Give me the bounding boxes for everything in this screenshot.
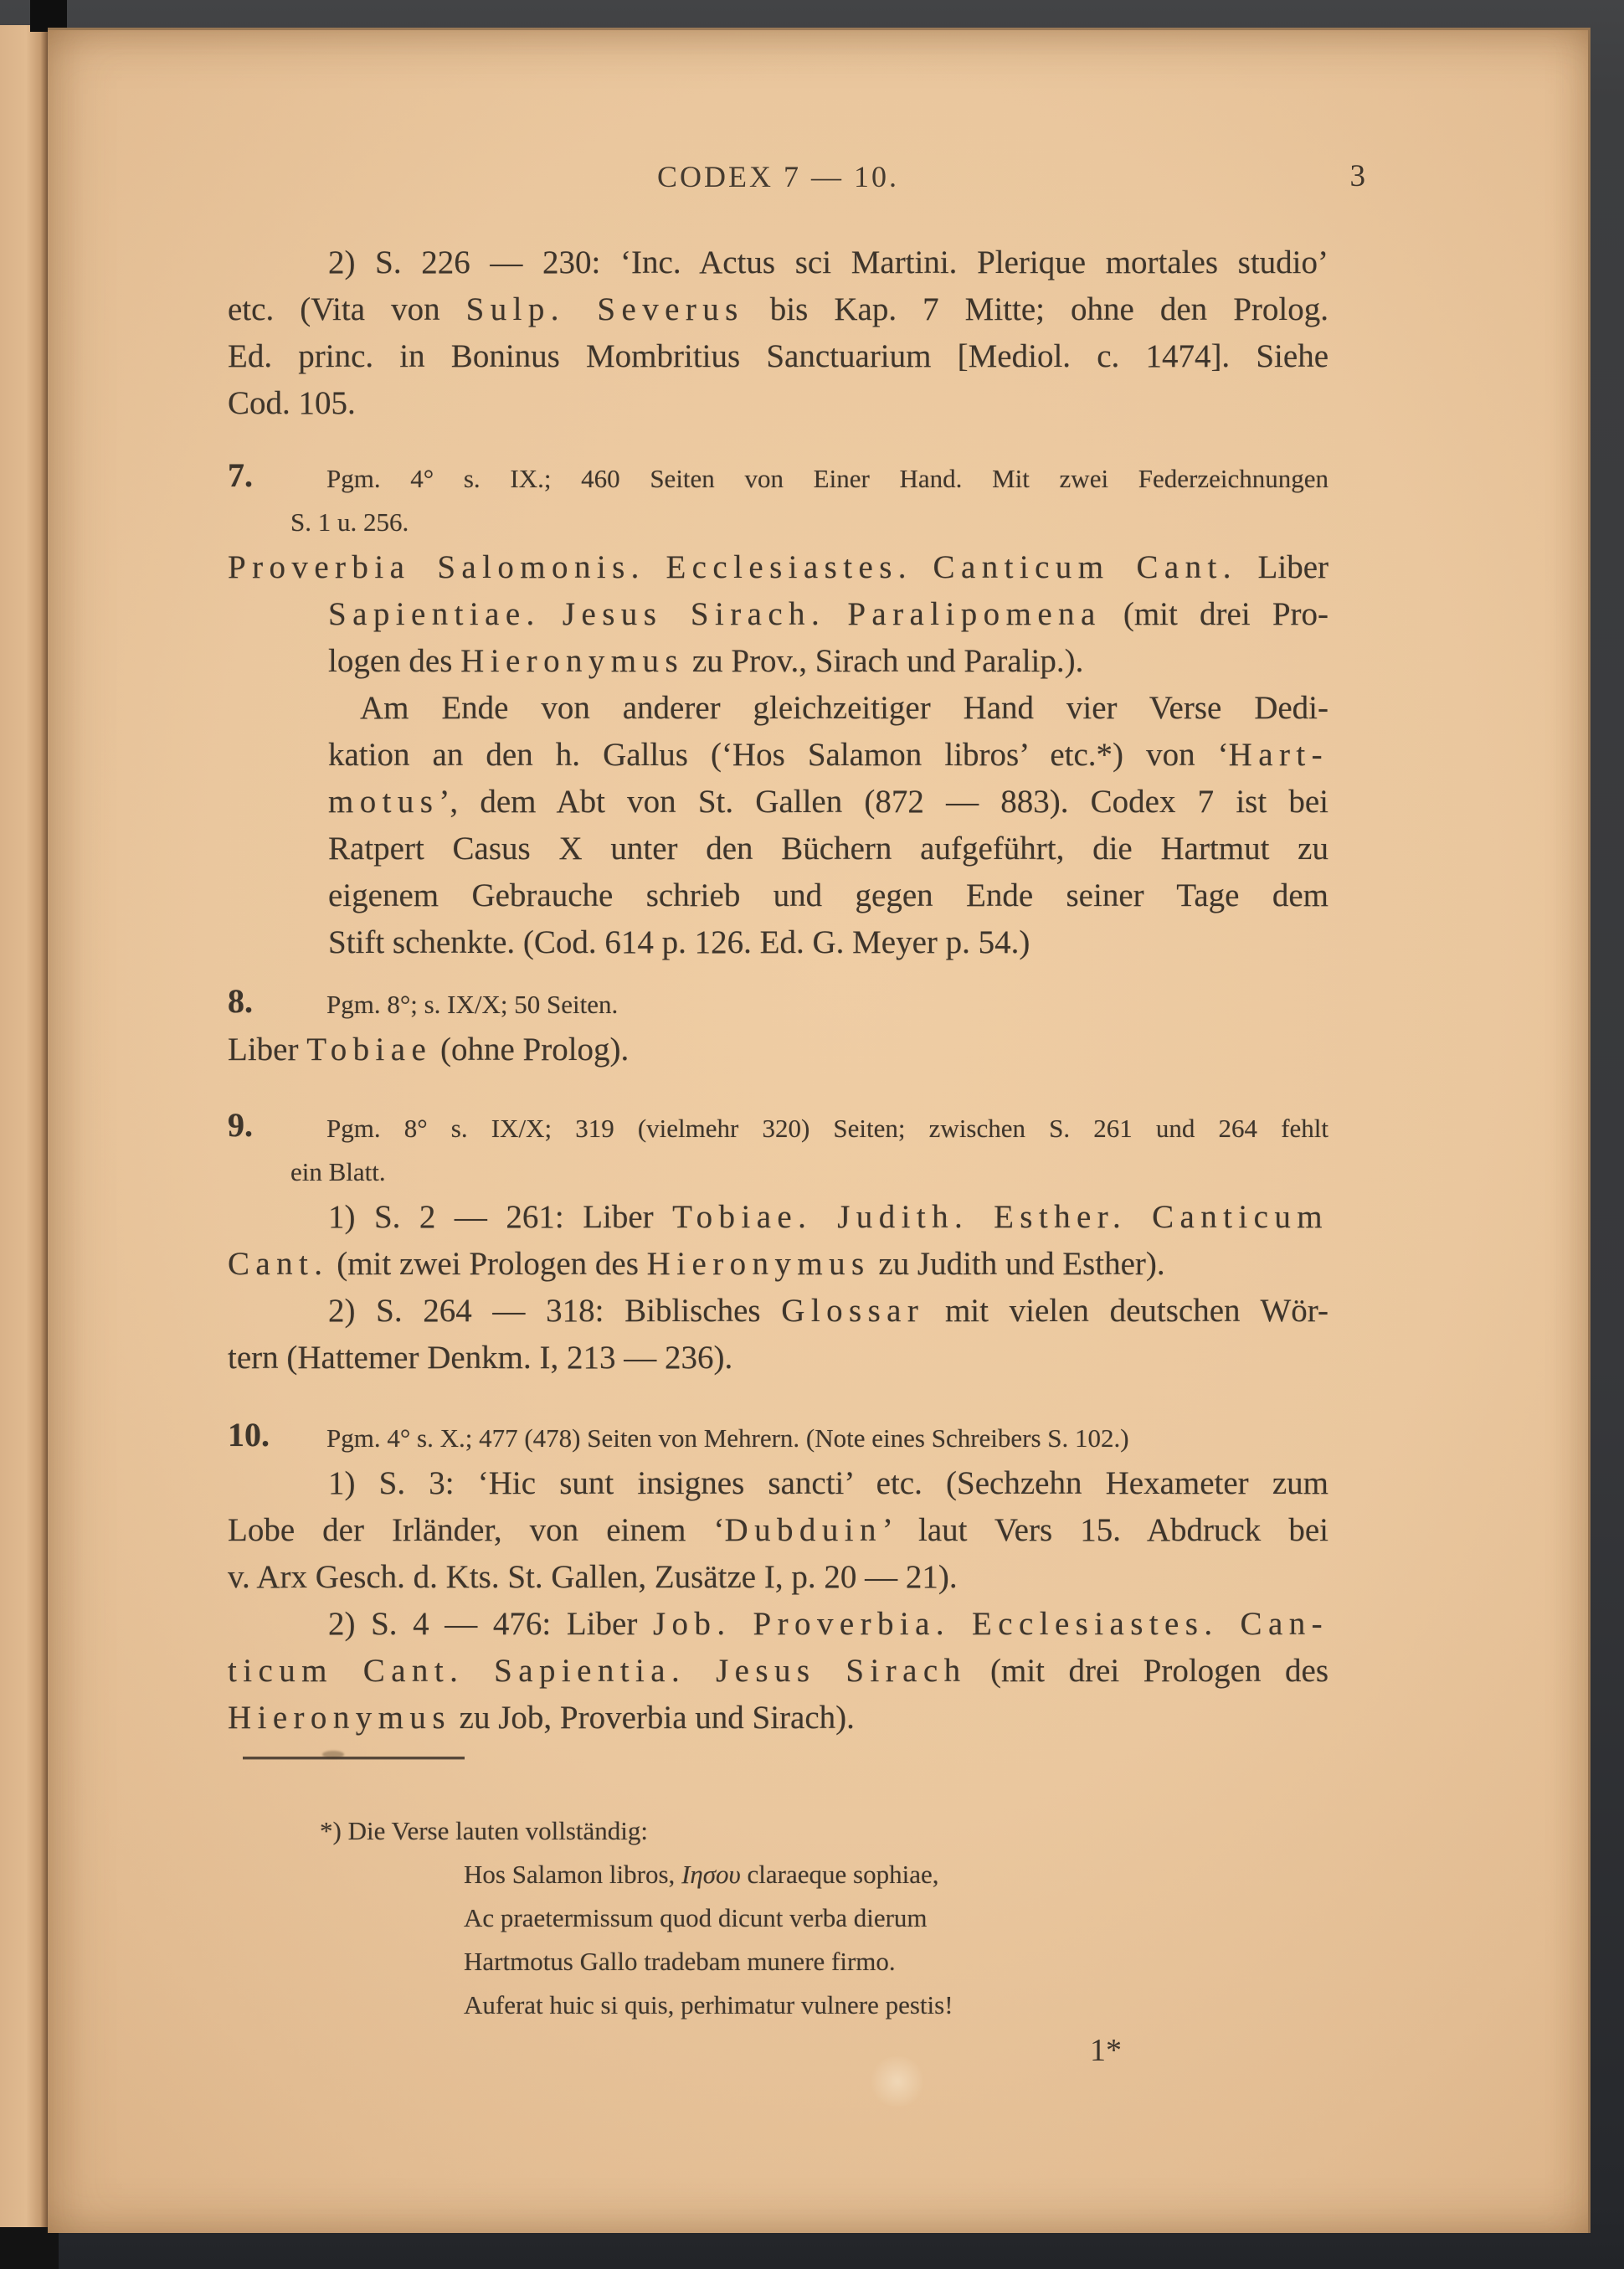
text-segment: 2) S. 264 — 318: Biblisches xyxy=(328,1293,782,1329)
entry-8-collation xyxy=(228,983,1328,1026)
text-segment: logen des xyxy=(328,643,461,679)
text-line xyxy=(228,685,1328,732)
text-segment: 1) S. 2 — 261: Liber xyxy=(328,1199,673,1235)
letterspaced-text: Jesus Sirach. xyxy=(562,596,826,632)
entry-9-number: 9. xyxy=(228,1106,253,1144)
text-segment: (mit drei Pro- xyxy=(1101,596,1329,632)
text-segment xyxy=(541,596,563,632)
letterspaced-text: Hart- xyxy=(1228,737,1328,773)
text-line xyxy=(228,380,1328,427)
text-segment: Ιησου xyxy=(681,1860,741,1889)
entry-9-item-1 xyxy=(228,1194,1328,1288)
text-segment: ’ laut Vers 15. Abdruck bei xyxy=(881,1512,1328,1548)
text-line xyxy=(228,1695,1328,1742)
text-line xyxy=(228,1194,1328,1241)
text-segment: Cod. 105. xyxy=(228,385,356,421)
binding-mark-bottom xyxy=(0,2227,59,2269)
entry-8 xyxy=(228,983,1328,1026)
text-segment: 2) S. 4 — 476: Liber xyxy=(328,1606,653,1642)
letterspaced-text: Job. Proverbia. Ecclesiastes. Can- xyxy=(652,1606,1328,1642)
text-line xyxy=(228,501,1328,544)
text-line xyxy=(228,1853,1328,1896)
text-segment: Ed. princ. in Boninus Mombritius Sanctuarium [Mediol. c. 1474]. Siehe xyxy=(228,338,1328,374)
text-segment: (ohne Prolog). xyxy=(432,1032,630,1068)
text-line xyxy=(228,239,1328,286)
text-segment: Liber xyxy=(228,1032,307,1068)
page-number: 3 xyxy=(1349,159,1365,193)
letterspaced-text: Ecclesiastes. xyxy=(666,549,912,585)
text-line xyxy=(228,1026,1328,1073)
entry-9-collation xyxy=(228,1107,1328,1194)
text-segment xyxy=(645,549,666,585)
text-line xyxy=(228,638,1328,685)
entry-9 xyxy=(228,1107,1328,1194)
letterspaced-text: motus xyxy=(328,784,439,820)
text-line xyxy=(228,1460,1328,1507)
text-segment: zu Job, Proverbia und Sirach). xyxy=(450,1700,855,1736)
entry-10-item-2 xyxy=(228,1601,1328,1742)
entry-8-number: 8. xyxy=(228,982,253,1020)
text-line xyxy=(228,286,1328,333)
text-segment: Pgm. 8° s. IX/X; 319 (vielmehr 320) Seiten; zwischen S. 261 und 264 fehlt xyxy=(326,1114,1328,1143)
text-segment: v. Arx Gesch. d. Kts. St. Gallen, Zusätze I, p. 20 — 21). xyxy=(228,1559,958,1595)
text-line xyxy=(228,826,1328,872)
text-segment: ’, dem Abt von St. Gallen (872 — 883). Codex 7 ist bei xyxy=(439,784,1328,820)
letterspaced-text: ticum Cant. Sapientia. Jesus Sirach xyxy=(228,1653,967,1689)
text-segment: Stift schenkte. (Cod. 614 p. 126. Ed. G. Meyer p. 54.) xyxy=(328,924,1030,960)
text-line xyxy=(228,1940,1328,1983)
text-segment: zu Judith und Esther). xyxy=(870,1246,1165,1282)
text-segment: Am Ende von anderer gleichzeitiger Hand vier Verse Dedi- xyxy=(360,690,1328,726)
letterspaced-text: Tobiae xyxy=(306,1032,433,1068)
footnote-separator-rule xyxy=(243,1757,465,1759)
book-page xyxy=(48,28,1591,2233)
footnote xyxy=(228,1809,1328,2027)
ink-smudge xyxy=(322,1751,344,1758)
text-line xyxy=(228,1150,1328,1194)
text-line xyxy=(228,333,1328,380)
text-segment: mit vielen deutschen Wör- xyxy=(924,1293,1328,1329)
text-line xyxy=(228,872,1328,919)
text-segment: 1) S. 3: ‘Hic sunt insignes sancti’ etc. (Sechzehn Hexameter zum xyxy=(328,1465,1328,1501)
text-line xyxy=(228,1335,1328,1381)
text-segment: claraeque sophiae, xyxy=(740,1860,939,1889)
letterspaced-text: Paralipomena xyxy=(847,596,1102,632)
text-segment: eigenem Gebrauche schrieb und gegen Ende seiner Tage dem xyxy=(328,877,1328,913)
text-line xyxy=(228,457,1328,501)
text-line xyxy=(228,1809,1328,1853)
text-segment: 2) S. 226 — 230: ‘Inc. Actus sci Martini. Plerique mortales studio’ xyxy=(328,244,1328,280)
text-line xyxy=(228,779,1328,826)
running-head-title: CODEX 7 — 10. xyxy=(657,160,899,193)
entry-7-collation xyxy=(228,457,1328,544)
letterspaced-text: Canticum Cant. xyxy=(933,549,1237,585)
letterspaced-text: Cant. xyxy=(228,1246,329,1282)
text-segment: Pgm. 8°; s. IX/X; 50 Seiten. xyxy=(326,990,619,1019)
text-segment: Ratpert Casus X unter den Büchern aufgeführt, die Hartmut zu xyxy=(328,831,1328,867)
text-line xyxy=(228,1417,1328,1460)
text-segment: Pgm. 4° s. X.; 477 (478) Seiten von Mehrern. (Note eines Schreibers S. 102.) xyxy=(326,1423,1129,1453)
text-segment: Liber xyxy=(1236,549,1328,585)
text-line xyxy=(228,591,1328,638)
text-segment: zu Prov., Sirach und Paralip.). xyxy=(684,643,1084,679)
entry-8-contents xyxy=(228,1026,1328,1073)
adjacent-page-edge xyxy=(0,25,48,2232)
text-segment: kation an den h. Gallus (‘Hos Salamon libros’ etc.*) von ‘ xyxy=(328,737,1229,773)
text-line xyxy=(228,1896,1328,1940)
text-line xyxy=(228,1648,1328,1695)
letterspaced-text: Tobiae. Judith. Esther. Canticum xyxy=(672,1199,1328,1235)
entry-7-note xyxy=(228,685,1328,966)
entry-10-collation xyxy=(228,1417,1328,1460)
text-line xyxy=(228,1241,1328,1288)
letterspaced-text: Dubduin xyxy=(724,1512,882,1548)
text-line xyxy=(228,1288,1328,1335)
text-line xyxy=(228,1507,1328,1554)
text-line xyxy=(228,732,1328,779)
text-segment: bis Kap. 7 Mitte; ohne den Prolog. xyxy=(743,291,1328,327)
text-segment: Ac praetermissum quod dicunt verba dierum xyxy=(464,1903,928,1932)
text-segment: Hos Salamon libros, xyxy=(464,1860,682,1889)
entry-10 xyxy=(228,1417,1328,1460)
text-segment: etc. (Vita von xyxy=(228,291,466,327)
letterspaced-text: Sulp. Severus xyxy=(465,291,744,327)
text-segment: *) Die Verse lauten vollständig: xyxy=(320,1816,649,1845)
letterspaced-text: Hieronymus xyxy=(460,643,685,679)
entry-10-number: 10. xyxy=(228,1416,270,1453)
text-segment: (mit zwei Prologen des xyxy=(328,1246,647,1282)
entry-7 xyxy=(228,457,1328,544)
signature-mark: 1* xyxy=(1090,2033,1122,2068)
entry-7-contents xyxy=(228,544,1328,685)
text-line xyxy=(228,983,1328,1026)
text-line xyxy=(228,1983,1328,2027)
running-head xyxy=(228,157,1365,196)
text-segment: Auferat huic si quis, perhimatur vulnere pestis! xyxy=(464,1990,953,2019)
text-segment: ein Blatt. xyxy=(290,1157,386,1186)
letterspaced-text: Hieronymus xyxy=(646,1246,871,1282)
text-line xyxy=(228,544,1328,591)
text-segment: Hartmotus Gallo tradebam munere firmo. xyxy=(464,1947,896,1976)
text-segment xyxy=(912,549,933,585)
entry-7-number: 7. xyxy=(228,456,253,494)
text-line xyxy=(228,1601,1328,1648)
paper-stain xyxy=(868,2056,927,2107)
text-line xyxy=(228,1107,1328,1150)
text-segment: (mit drei Prologen des xyxy=(966,1653,1328,1689)
letterspaced-text: Hieronymus xyxy=(228,1700,451,1736)
text-segment: S. 1 u. 256. xyxy=(290,507,409,537)
text-line xyxy=(228,1554,1328,1601)
text-segment: Lobe der Irländer, von einem ‘ xyxy=(228,1512,725,1548)
entry-6-item-2-paragraph xyxy=(228,239,1328,427)
entry-10-item-1 xyxy=(228,1460,1328,1601)
text-segment: Pgm. 4° s. IX.; 460 Seiten von Einer Hand. Mit zwei Federzeichnungen xyxy=(326,464,1328,493)
text-line xyxy=(228,919,1328,966)
text-segment xyxy=(825,596,847,632)
entry-9-item-2 xyxy=(228,1288,1328,1381)
letterspaced-text: Sapientiae. xyxy=(328,596,541,632)
text-segment: tern (Hattemer Denkm. I, 213 — 236). xyxy=(228,1340,733,1376)
letterspaced-text: Glossar xyxy=(781,1293,925,1329)
letterspaced-text: Proverbia Salomonis. xyxy=(228,549,645,585)
